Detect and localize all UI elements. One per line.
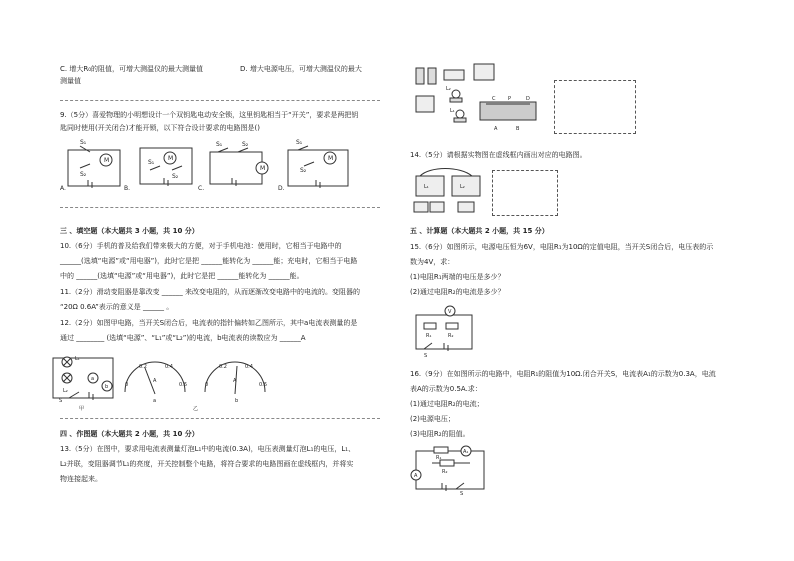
motor-label-a: M — [104, 157, 110, 164]
q13-text-3: 物连接起来。 — [60, 475, 102, 483]
meter-tick: 0.4 — [165, 364, 173, 370]
ammeter-a1-label: A₁ — [463, 449, 469, 455]
q14-figure — [410, 166, 490, 216]
meter-tick: 0.6 — [259, 382, 267, 388]
meter-tick: 0 — [125, 382, 129, 388]
q12-text-2: 通过 ________ (选填“电源”、“L₁”或“L₂”)的电流，b电流表的读数应为 ______A — [60, 334, 306, 342]
q11-text: 11.（2分）滑动变阻器是靠改变 ______ 来改变电阻的，从而逐渐改变电路中的电流的。变阻器的 — [60, 288, 361, 296]
motor-label-d: M — [328, 155, 334, 162]
option-c: C. 增大R₀的阻值，可增大测温仪的最大测量值 — [60, 65, 204, 73]
q15-text-4: (2)通过电阻R₂的电流是多少？ — [410, 288, 505, 296]
q16-text-3: (1)通过电阻R₂的电流； — [410, 400, 484, 408]
switch-label: S₁ — [216, 141, 223, 148]
switch-label: S₁ — [296, 139, 303, 146]
option-label-d: D. — [278, 185, 285, 192]
meter-label-b: b — [235, 398, 239, 404]
ammeter-a-label: a — [91, 376, 95, 382]
option-label-c: C. — [198, 185, 205, 192]
meter-tick: 0.2 — [219, 364, 227, 370]
figure-label-yi: 乙 — [193, 406, 199, 412]
terminal-label: A — [494, 126, 498, 132]
meter-label-a: a — [153, 398, 157, 404]
switch-label: S — [424, 353, 428, 359]
q13-answer-box[interactable] — [554, 80, 636, 134]
q16-text-2: 表A的示数为0.5A.求： — [410, 385, 482, 393]
q12-figure — [45, 352, 295, 414]
q13-text-2: L₂并联，变阻器调节L₁的亮度，开关控制整个电路，将符合要求的电路图画在虚线框内，并将实 — [60, 460, 354, 468]
q13-component-figure — [410, 60, 550, 140]
q10-text-3: 中的 ______(选填“电源”或“用电器”)，此时它是把 ______能转化为 ______能。 — [60, 272, 304, 280]
q16-text-4: (2)电源电压； — [410, 415, 455, 423]
switch-label: S₂ — [80, 171, 87, 178]
switch-label: S₁ — [80, 139, 87, 146]
divider — [60, 207, 380, 208]
voltmeter-label: V — [448, 309, 452, 315]
figure-label-jia: 甲 — [79, 406, 85, 412]
q11-text-2: “20Ω 0.6A”表示的意义是 ______ 。 — [60, 303, 174, 311]
lamp-label: L₂ — [460, 184, 465, 190]
ammeter-b-label: b — [105, 384, 109, 390]
q15-text-3: (1)电阻R₁两端的电压是多少？ — [410, 273, 505, 281]
switch-label: S₂ — [242, 141, 249, 148]
switch-label: S₂ — [172, 173, 179, 180]
terminal-label: B — [516, 126, 520, 132]
lamp-label: L₁ — [424, 184, 429, 190]
q16-text: 16.（9分）在如图所示的电路中，电阻R₁的阻值为10Ω.闭合开关S，电流表A₁的示数为0.3A，电流 — [410, 370, 716, 378]
q9-text: 9.（5分）喜爱物理的小明想设计一个双钥匙电动安全锁，这里钥匙相当于“开关”，要求是两把钥 — [60, 111, 359, 119]
r1-label: R₁ — [436, 455, 442, 461]
q14-answer-box[interactable] — [492, 170, 558, 216]
q10-text-2: ______(选填“电源”或“用电器”)，此时它是把 ______能转化为 ______能；充电时，它相当于电路 — [60, 257, 358, 265]
switch-label: S — [460, 491, 464, 497]
q16-circuit — [410, 443, 490, 495]
motor-label-c: M — [260, 165, 266, 172]
q15-circuit — [410, 303, 480, 359]
r2-label: R₂ — [448, 333, 454, 339]
q10-text: 10.（6分）手机的普及给我们带来极大的方便，对于手机电池：使用时，它相当于电路中的 — [60, 242, 342, 250]
section-5-heading: 五 、计算题（本大题共 2 小题，共 15 分） — [410, 227, 549, 235]
terminal-label: D — [526, 96, 530, 102]
l1-label: L₁ — [75, 356, 80, 362]
motor-label-b: M — [168, 155, 174, 162]
terminal-label: C — [492, 96, 496, 102]
switch-label: S — [59, 398, 63, 404]
section-4-heading: 四 、作图题（本大题共 2 小题，共 10 分） — [60, 430, 199, 438]
divider — [60, 100, 380, 101]
ammeter-a-label: A — [414, 473, 418, 479]
section-3-heading: 三 、填空题（本大题共 3 小题，共 10 分） — [60, 227, 199, 235]
option-label-a: A. — [60, 185, 66, 192]
q12-text: 12.（2分）如图甲电路，当开关S闭合后，电流表的指针偏转如乙图所示，其中a电流表测量的是 — [60, 319, 358, 327]
divider — [60, 418, 380, 419]
lamp-label: L₂ — [446, 86, 451, 92]
meter-tick: 0.2 — [139, 364, 147, 370]
q13-text: 13.（5分）在图中，要求用电流表测量灯泡L₁中的电流(0.3A)，电压表测量灯泡L₁的电压，L₁、 — [60, 445, 356, 453]
meter-unit: A — [233, 378, 237, 384]
option-d: D. 增大电源电压，可增大测温仪的最大 — [240, 65, 362, 73]
q16-text-5: (3)电阻R₂的阻值。 — [410, 430, 470, 438]
q15-text-2: 数为4V，求： — [410, 258, 455, 266]
option-label-b: B. — [124, 185, 131, 192]
q9-text-2: 匙同时使用(开关闭合)才能开锁，以下符合设计要求的电路图是() — [60, 124, 260, 132]
q15-text: 15.（6分）如图所示，电源电压恒为6V，电阻R₁为10Ω的定值电阻，当开关S闭合后，电压表的示 — [410, 243, 714, 251]
r1-label: R₁ — [426, 333, 432, 339]
option-d-cont: 测量值 — [60, 77, 81, 85]
switch-label: S₁ — [148, 159, 155, 166]
l2-label: L₂ — [63, 388, 68, 394]
q9-circuits-figure — [60, 140, 360, 196]
q14-text: 14.（5分）请根据实物图在虚线框内画出对应的电路图。 — [410, 151, 587, 159]
meter-tick: 0 — [205, 382, 209, 388]
terminal-label: P — [508, 96, 512, 102]
meter-tick: 0.6 — [179, 382, 187, 388]
switch-label: S₂ — [300, 167, 307, 174]
meter-unit: A — [153, 378, 157, 384]
meter-tick: 0.4 — [245, 364, 253, 370]
lamp-label: L₁ — [450, 108, 455, 114]
r2-label: R₂ — [442, 469, 448, 475]
